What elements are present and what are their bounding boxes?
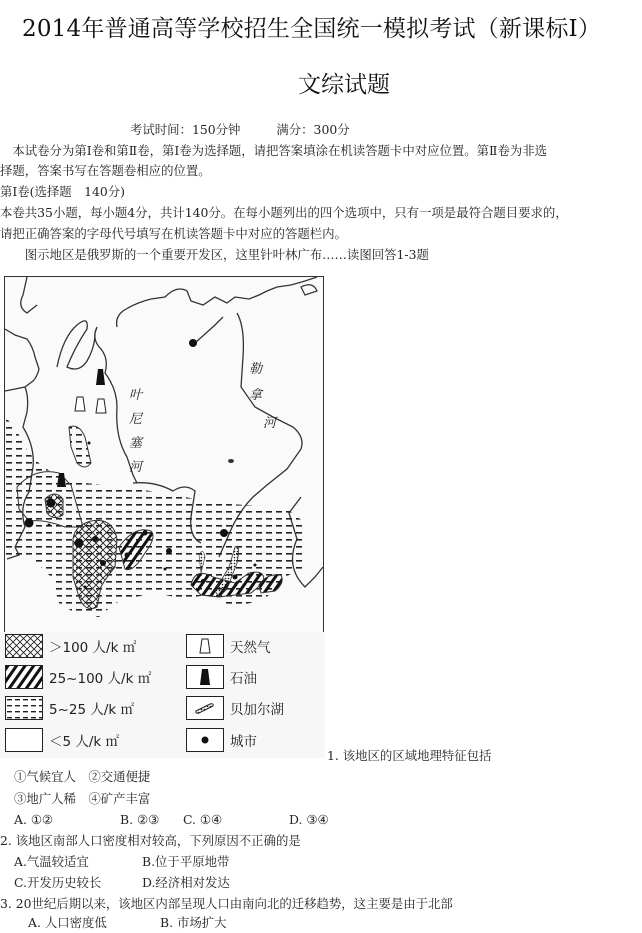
map-intro: 图示地区是俄罗斯的一个重要开发区，这里针叶林广布……读图回答1-3题	[0, 247, 429, 262]
option-b[interactable]: B. 市场扩大	[160, 915, 227, 930]
svg-text:拿: 拿	[249, 388, 263, 403]
legend-under-5: ＜5 人/k ㎡	[5, 727, 119, 753]
dashed-swatch-icon	[5, 696, 43, 720]
oil-marker	[57, 473, 66, 487]
option-d[interactable]: D.经济相对发达	[142, 875, 230, 890]
gas-marker	[96, 399, 106, 413]
crosshatch-swatch-icon	[5, 634, 43, 658]
option-c[interactable]: C. ①④	[183, 812, 223, 827]
question-1-statements-a: ①气候宜人 ②交通便捷	[14, 769, 151, 784]
legend-city: 城市	[186, 727, 257, 753]
svg-text:叶: 叶	[129, 388, 143, 403]
question-3-options	[28, 913, 227, 933]
city-dot-icon	[186, 728, 224, 752]
blank-swatch-icon	[5, 728, 43, 752]
option-b[interactable]: B.位于平原地带	[142, 854, 230, 869]
exam-meta	[130, 120, 350, 140]
legend-25-100: 25~100 人/k ㎡	[5, 664, 151, 690]
svg-text:河: 河	[263, 416, 277, 431]
baikal-lake-icon	[186, 696, 224, 720]
option-a[interactable]: A. 人口密度低	[28, 915, 107, 930]
part1-desc-line-2: 请把正确答案的字母代号填写在机读答题卡中对应的答题栏内。	[0, 226, 347, 241]
full-score: 满分：300分	[276, 122, 350, 137]
svg-text:尼: 尼	[129, 412, 143, 427]
option-a[interactable]: A. ①②	[14, 812, 54, 827]
document-subtitle: 文综试题	[298, 72, 390, 98]
part1-desc-line-1: 本卷共35小题，每小题4分，共计140分。在每小题列出的四个选项中，只有一项是最符合题目要求的，	[0, 205, 568, 220]
oil-marker	[96, 369, 105, 385]
option-d[interactable]: D. ③④	[289, 812, 329, 827]
question-2-options-row-1	[14, 852, 229, 872]
option-b[interactable]: B. ②③	[120, 812, 160, 827]
natural-gas-icon	[186, 634, 224, 658]
part1-heading: 第Ⅰ卷(选择题 140分)	[0, 184, 125, 199]
diagonal-swatch-icon	[5, 665, 43, 689]
question-2-stem: 2. 该地区南部人口密度相对较高，下列原因不正确的是	[0, 833, 301, 848]
siberia-map	[4, 276, 324, 634]
exam-time: 考试时间：150分钟	[130, 122, 241, 137]
instructions-line-2: 择题，答案书写在答题卷相应的位置。	[0, 163, 211, 178]
lena-river-label	[249, 362, 278, 431]
svg-text:河: 河	[129, 460, 143, 475]
document-title: 2014年普通高等学校招生全国统一模拟考试（新课标Ⅰ）	[22, 16, 602, 42]
question-1-options	[14, 810, 329, 830]
legend-baikal-lake: 贝加尔湖	[186, 695, 284, 721]
svg-text:塞: 塞	[129, 436, 143, 451]
svg-text:勒: 勒	[249, 362, 263, 377]
map-legend	[0, 632, 325, 758]
legend-oil: 石油	[186, 664, 257, 690]
yenisei-river-label	[129, 388, 144, 475]
question-1-stem: 1. 该地区的区域地理特征包括	[327, 748, 492, 763]
question-3-stem: 3. 20世纪后期以来，该地区内部呈现人口由南向北的迁移趋势，这主要是由于北部	[0, 896, 453, 911]
legend-5-25: 5~25 人/k ㎡	[5, 695, 134, 721]
oil-icon	[186, 665, 224, 689]
legend-over-100: ＞100 人/k ㎡	[5, 633, 136, 659]
question-1-statements-b: ③地广人稀 ④矿产丰富	[14, 791, 151, 806]
option-c[interactable]: C.开发历史较长	[14, 875, 102, 890]
legend-natural-gas: 天然气	[186, 633, 271, 659]
gas-marker	[75, 397, 85, 411]
question-2-options-row-2	[14, 873, 230, 893]
map-graphic	[5, 277, 323, 633]
instructions-line-1: 本试卷分为第Ⅰ卷和第Ⅱ卷，第Ⅰ卷为选择题，请把答案填涂在机读答题卡中对应位置。第Ⅱ卷为非选	[0, 143, 548, 158]
option-a[interactable]: A.气温较适宜	[14, 854, 89, 869]
